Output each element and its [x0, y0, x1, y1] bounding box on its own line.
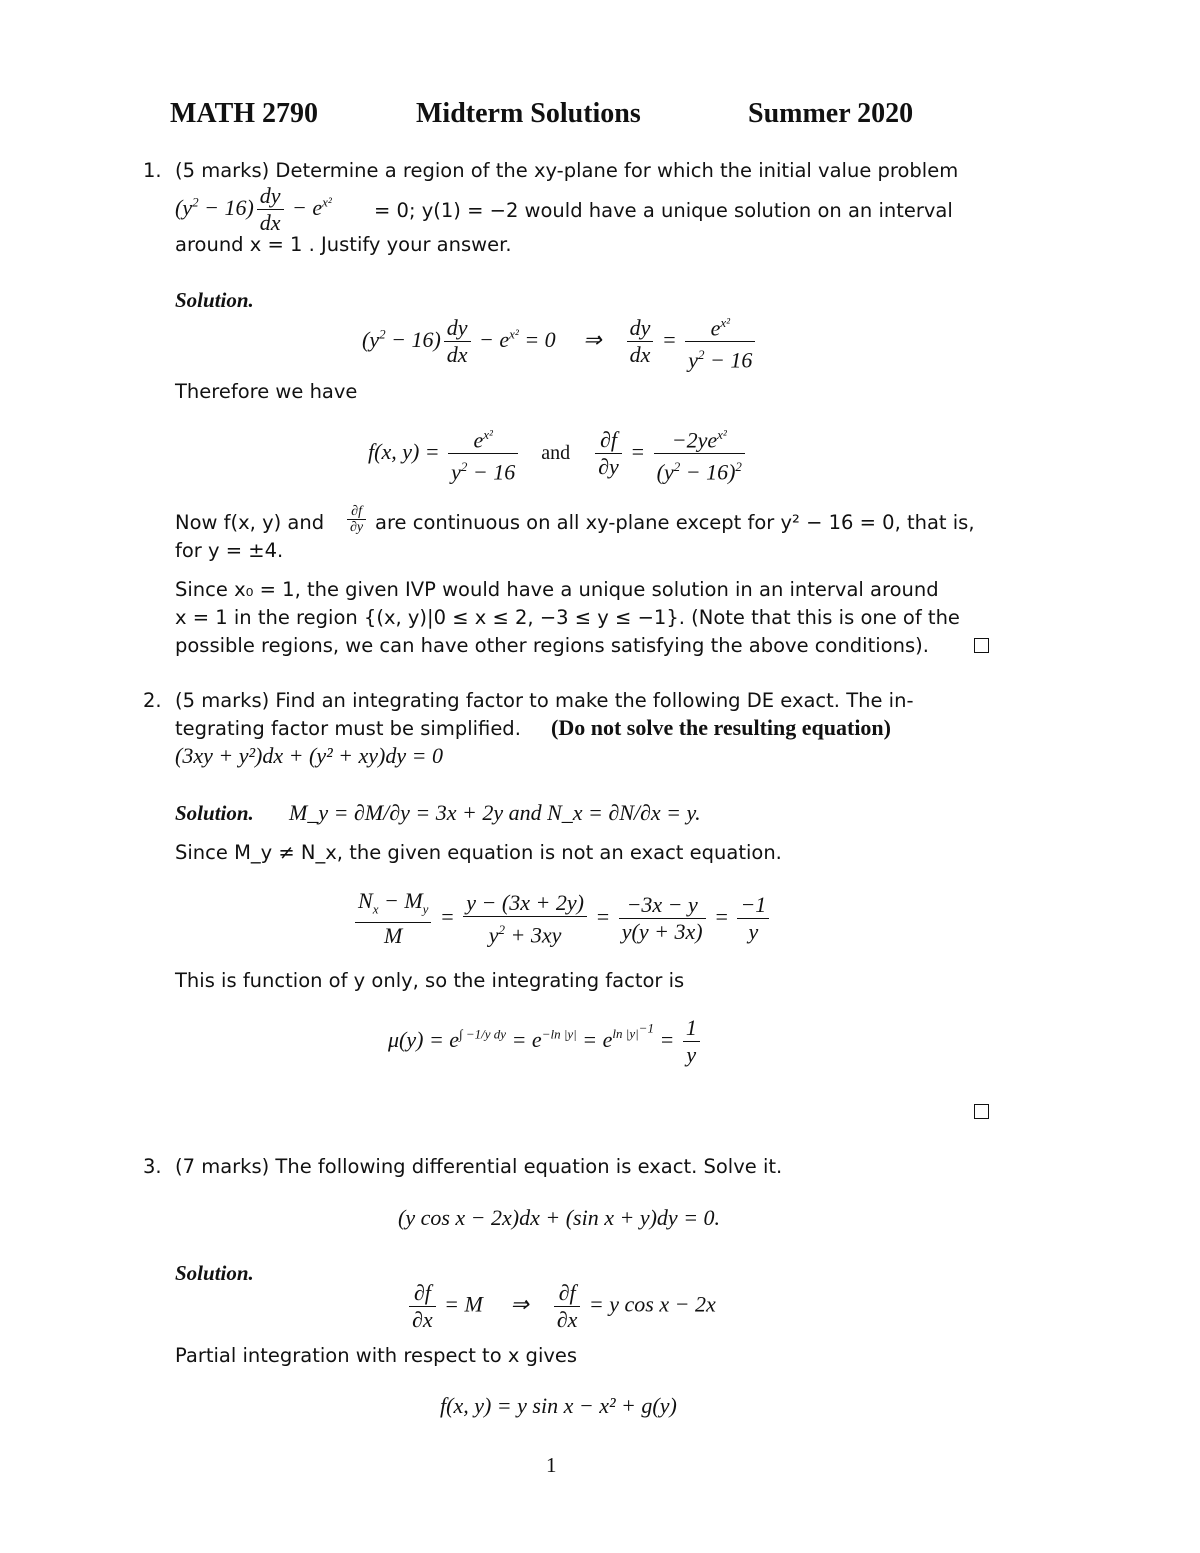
q1-prompt-line3: around x = 1 . Justify your answer. [175, 233, 512, 256]
q2-prompt-line2-b: (Do not solve the resulting equation) [551, 715, 891, 740]
q2-qed-icon [974, 1104, 989, 1119]
q2-integrating-factor: $\mu(y) = e^{\int -1/y dy} = e^{-ln |y|} = e^{ln |y|^{-1}}$ = $\frac{1}{y}$ [388, 1015, 703, 1068]
q3-partial-equation: $\frac{\partial f}{\partial x}$ = M ⇒ $\frac{\partial f}{\partial x}$ = y cos x − 2x [406, 1280, 716, 1333]
q1-prompt-line1: (5 marks) Determine a region of the xy-plane for which the initial value problem [175, 159, 959, 182]
q1-now-line1-b: are continuous on all xy-plane except for y² − 16 = 0, that is, [375, 511, 975, 534]
q3-partial-text: Partial integration with respect to x gives [175, 1344, 578, 1367]
q2-solution-label: Solution. [175, 801, 254, 825]
q1-now-line2: for y = ±4. [175, 539, 284, 562]
q1-number: 1. [143, 159, 162, 182]
q1-equation-2: f(x, y) = $\frac{e^{x^2}}{y^2 - 16}$ and $\frac{\partial f}{\partial y}$ = $\frac{-2ye^{x^2}}{(y^2 - 16)^2}$ [368, 422, 748, 486]
q3-equation: (y cos x − 2x)dx + (sin x + y)dy = 0. [398, 1205, 721, 1230]
course-code: MATH 2790 [170, 98, 319, 129]
q1-ode-inline: $(y^2 - 16)$ $\frac{dy}{dx}$ − $e^{x^2}$ [175, 183, 332, 235]
document-title: Midterm Solutions [416, 98, 641, 129]
q1-prompt-line2: = 0; y(1) = −2 would have a unique solution on an interval [374, 199, 953, 222]
term-label: Summer 2020 [748, 98, 914, 129]
q2-ode: (3xy + y²)dx + (y² + xy)dy = 0 [175, 743, 443, 768]
q2-ratio-equation: $\frac{N_x - M_y}{M}$ = $\frac{y - (3x + 2y)}{y^2 + 3xy}$ = $\frac{-3x - y}{y(y + 3x)}$ = $\frac{-1}{y}$ [352, 888, 772, 949]
q1-since-line3: possible regions, we can have other regions satisfying the above conditions). [175, 634, 929, 657]
q3-number: 3. [143, 1155, 162, 1178]
q2-function-of: This is function of y only, so the integrating factor is [175, 969, 685, 992]
q2-prompt-line2-a: tegrating factor must be simplified. [175, 717, 521, 740]
q1-since-line1: Since x₀ = 1, the given IVP would have a unique solution in an interval around [175, 578, 939, 601]
q1-equation-1: $(y^2 - 16)$ $\frac{dy}{dx}$ − $e^{x^2} = 0$ ⇒ $\frac{dy}{dx}$ = $\frac{e^{x^2}}{y^2 - 16}$ [362, 310, 758, 374]
q1-solution-label: Solution. [175, 288, 254, 312]
q1-partial-small: $\frac{\partial f}{\partial y}$ [344, 504, 369, 535]
q2-partials: M_y = ∂M/∂y = 3x + 2y and N_x = ∂N/∂x = y. [289, 800, 701, 825]
q2-number: 2. [143, 689, 162, 712]
q1-since-line2: x = 1 in the region {(x, y)|0 ≤ x ≤ 2, −3 ≤ y ≤ −1}. (Note that this is one of the [175, 606, 960, 629]
q2-prompt-line1: (5 marks) Find an integrating factor to make the following DE exact. The in- [175, 689, 914, 712]
q2-since: Since M_y ≠ N_x, the given equation is not an exact equation. [175, 841, 782, 864]
q1-now-line1-a: Now f(x, y) and [175, 511, 325, 534]
page-number: 1 [546, 1453, 557, 1477]
q1-qed-icon [974, 638, 989, 653]
q3-result: f(x, y) = y sin x − x² + g(y) [440, 1393, 677, 1418]
q1-therefore: Therefore we have [175, 380, 358, 403]
q3-solution-label: Solution. [175, 1261, 254, 1285]
q3-prompt: (7 marks) The following differential equation is exact. Solve it. [175, 1155, 783, 1178]
q1-and-word: and [541, 441, 571, 464]
